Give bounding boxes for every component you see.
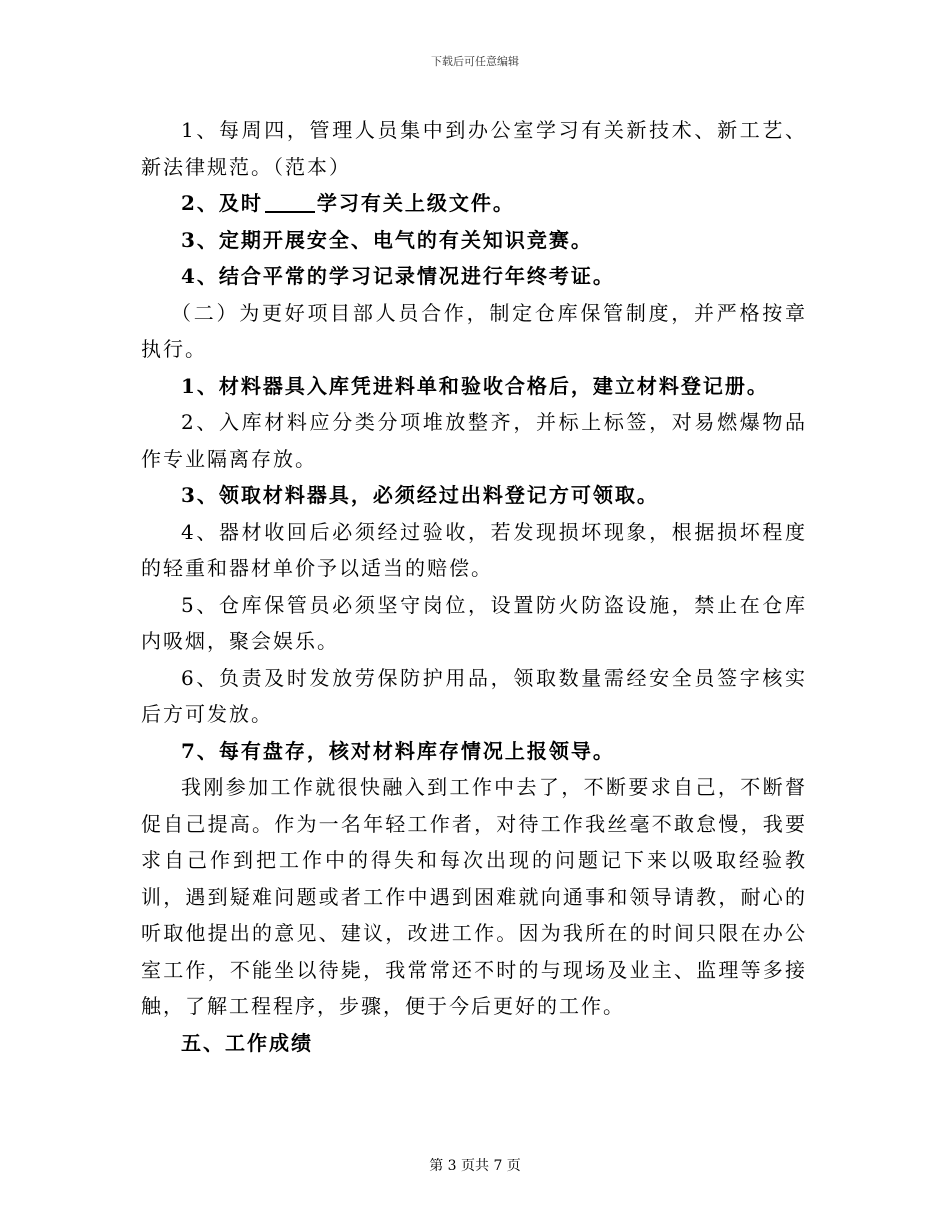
paragraph-warehouse-rule-1: 1、材料器具入库凭进料单和验收合格后，建立材料登记册。 <box>181 373 769 398</box>
paragraph-study-weekly: 1、每周四，管理人员集中到办公室学习有关新技术、新工艺、新法律规范。（范本） <box>141 118 807 179</box>
paragraph-warehouse-rule-2: 2、入库材料应分类分项堆放整齐，并标上标签，对易燃爆物品作专业隔离存放。 <box>141 410 807 471</box>
paragraph-warehouse-rule-3: 3、领取材料器具，必须经过出料登记方可领取。 <box>181 483 659 507</box>
paragraph-warehouse-rule-4: 4、器材收回后必须经过验收，若发现损坏现象，根据损坏程度的轻重和器材单价予以适当的赔偿。 <box>141 519 807 580</box>
paragraph-warehouse-intro: （二）为更好项目部人员合作，制定仓库保管制度，并严格按章执行。 <box>141 300 807 361</box>
paragraph-study-documents <box>141 185 807 222</box>
section-heading-achievements: 五、工作成绩 <box>181 1030 313 1055</box>
paragraph-text: 学习有关上级文件。 <box>316 191 515 215</box>
paragraph-personal-summary: 我刚参加工作就很快融入到工作中去了，不断要求自己，不断督促自己提高。作为一名年轻工作者，对待工作我丝毫不敢怠慢，我要求自己作到把工作中的得失和每次出现的问题记下来以吸取经验教训，遇到疑难问题或者工作中遇到困难就向通事和领导请教，耐心的听取他提出的意见、建议，改进工作。因为我所在的时间只限在办公室工作，不能坐以待毙，我常常还不时的与现场及业主、监理等多接触，了解工程程序，步骤，便于今后更好的工作。 <box>141 775 807 1018</box>
paragraph-warehouse-rule-5: 5、仓库保管员必须坚守岗位，设置防火防盗设施，禁止在仓库内吸烟，聚会娱乐。 <box>141 592 807 653</box>
paragraph-warehouse-rule-6: 6、负责及时发放劳保防护用品，领取数量需经安全员签字核实后方可发放。 <box>141 665 807 726</box>
fill-in-blank <box>265 193 315 213</box>
page-header: 下载后可任意编辑 <box>431 55 519 68</box>
paragraph-text: 2、及时 <box>181 191 263 215</box>
paragraph-warehouse-rule-7: 7、每有盘存，核对材料库存情况上报领导。 <box>181 738 615 763</box>
paragraph-annual-exam: 4、结合平常的学习记录情况进行年终考证。 <box>181 264 615 288</box>
page-footer: 第 3 页共 7 页 <box>429 1158 521 1174</box>
paragraph-knowledge-contest: 3、定期开展安全、电气的有关知识竞赛。 <box>181 227 593 252</box>
document-body <box>141 112 807 1061</box>
